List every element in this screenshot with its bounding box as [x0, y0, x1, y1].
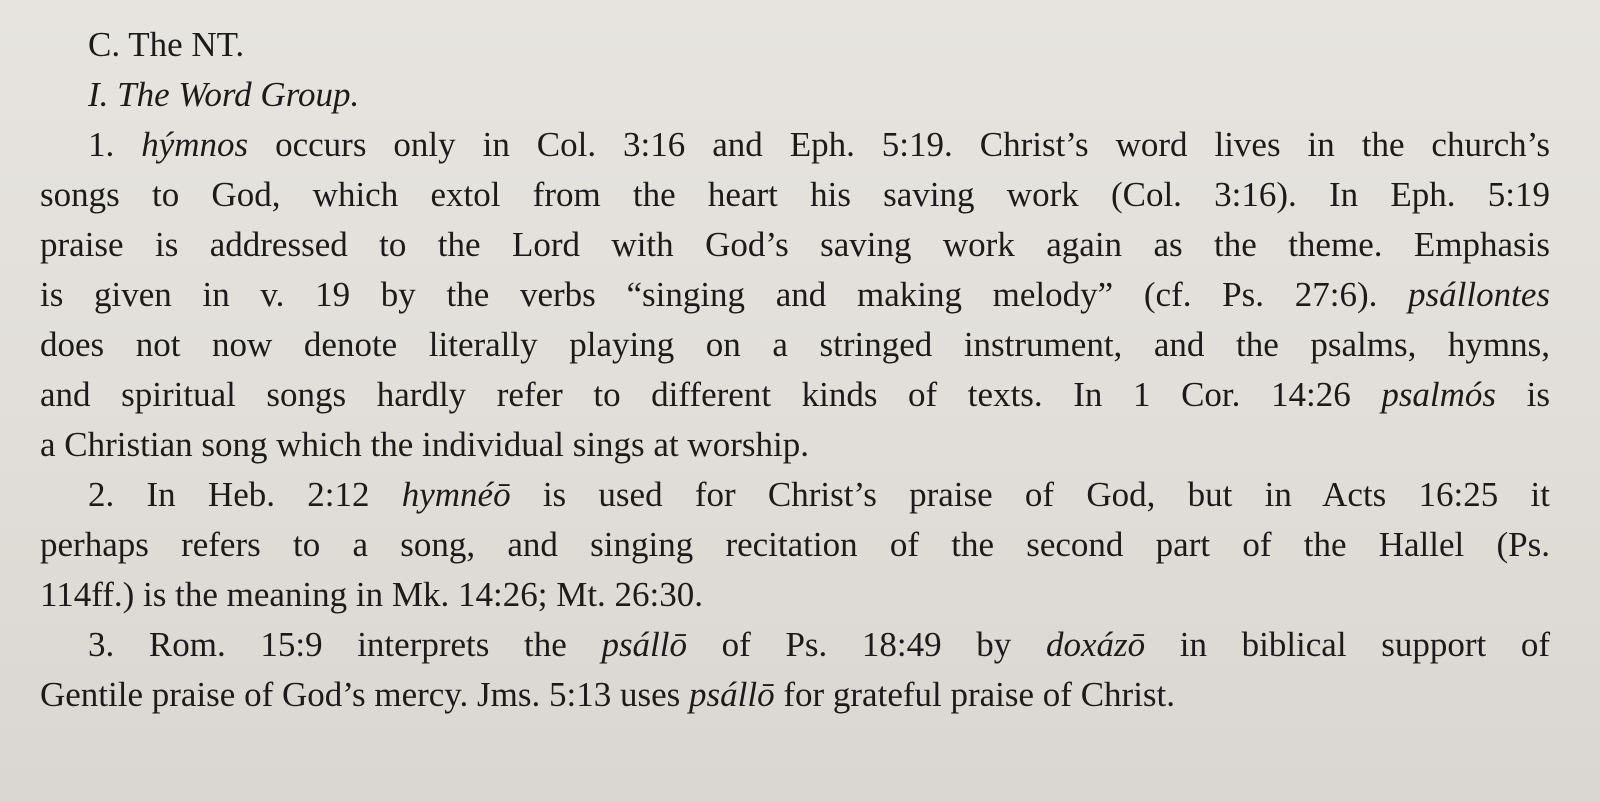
- text-segment: is given in v. 19 by the verbs “singing and making melody” (cf. Ps. 27:6).: [40, 275, 1409, 314]
- italic-term: hymnéō: [401, 475, 511, 514]
- paragraph-3-line-2: [40, 670, 1550, 720]
- text-segment: 114ff.) is the meaning in Mk. 14:26; Mt. 26:30.: [40, 575, 704, 614]
- italic-term: hýmnos: [141, 125, 249, 164]
- paragraph-1-line-5: [40, 320, 1550, 370]
- section-subheading-text: I. The Word Group.: [88, 75, 360, 114]
- paragraph-1-line-1: [40, 120, 1550, 170]
- text-segment: perhaps refers to a song, and singing recitation of the second part of the Hallel (Ps.: [40, 525, 1550, 564]
- text-segment: of Ps. 18:49 by: [687, 625, 1046, 664]
- text-segment: for grateful praise of Christ.: [774, 675, 1176, 714]
- text-segment: songs to God, which extol from the heart his saving work (Col. 3:16). In Eph. 5:19: [40, 175, 1550, 214]
- text-segment: a Christian song which the individual sings at worship.: [40, 425, 809, 464]
- paragraph-1-line-7: [40, 420, 1550, 470]
- italic-term: doxázō: [1045, 625, 1146, 664]
- italic-term: psalmós: [1381, 375, 1497, 414]
- section-heading: C. The NT.: [88, 25, 245, 64]
- text-block: [40, 20, 1550, 720]
- paragraph-1-line-4: [40, 270, 1550, 320]
- section-subheading: [40, 70, 1550, 120]
- paragraph-2-line-3: [40, 570, 1550, 620]
- text-segment: in biblical support of: [1145, 625, 1550, 664]
- text-segment: and spiritual songs hardly refer to different kinds of texts. In 1 Cor. 14:26: [40, 375, 1382, 414]
- italic-term: psállō: [689, 675, 775, 714]
- paragraph-2-line-1: [40, 470, 1550, 520]
- paragraph-3-line-1: [40, 620, 1550, 670]
- text-segment: does not now denote literally playing on a stringed instrument, and the psalms, hymns,: [40, 325, 1550, 364]
- text-segment: is used for Christ’s praise of God, but in Acts 16:25 it: [510, 475, 1550, 514]
- paragraph-1-line-2: [40, 170, 1550, 220]
- italic-term: psállō: [601, 625, 688, 664]
- paragraph-1-line-3: [40, 220, 1550, 270]
- text-segment: 2. In Heb. 2:12: [88, 475, 402, 514]
- text-segment: praise is addressed to the Lord with God’s saving work again as the theme. Emphasis: [40, 225, 1550, 264]
- text-segment: Gentile praise of God’s mercy. Jms. 5:13 uses: [40, 675, 690, 714]
- text-segment: 1.: [88, 125, 142, 164]
- text-segment: 3. Rom. 15:9 interprets the: [88, 625, 602, 664]
- text-segment: is: [1496, 375, 1550, 414]
- paragraph-1-line-6: [40, 370, 1550, 420]
- italic-term: psállontes: [1408, 275, 1550, 314]
- text-segment: occurs only in Col. 3:16 and Eph. 5:19. Christ’s word lives in the church’s: [248, 125, 1551, 164]
- paragraph-2-line-2: [40, 520, 1550, 570]
